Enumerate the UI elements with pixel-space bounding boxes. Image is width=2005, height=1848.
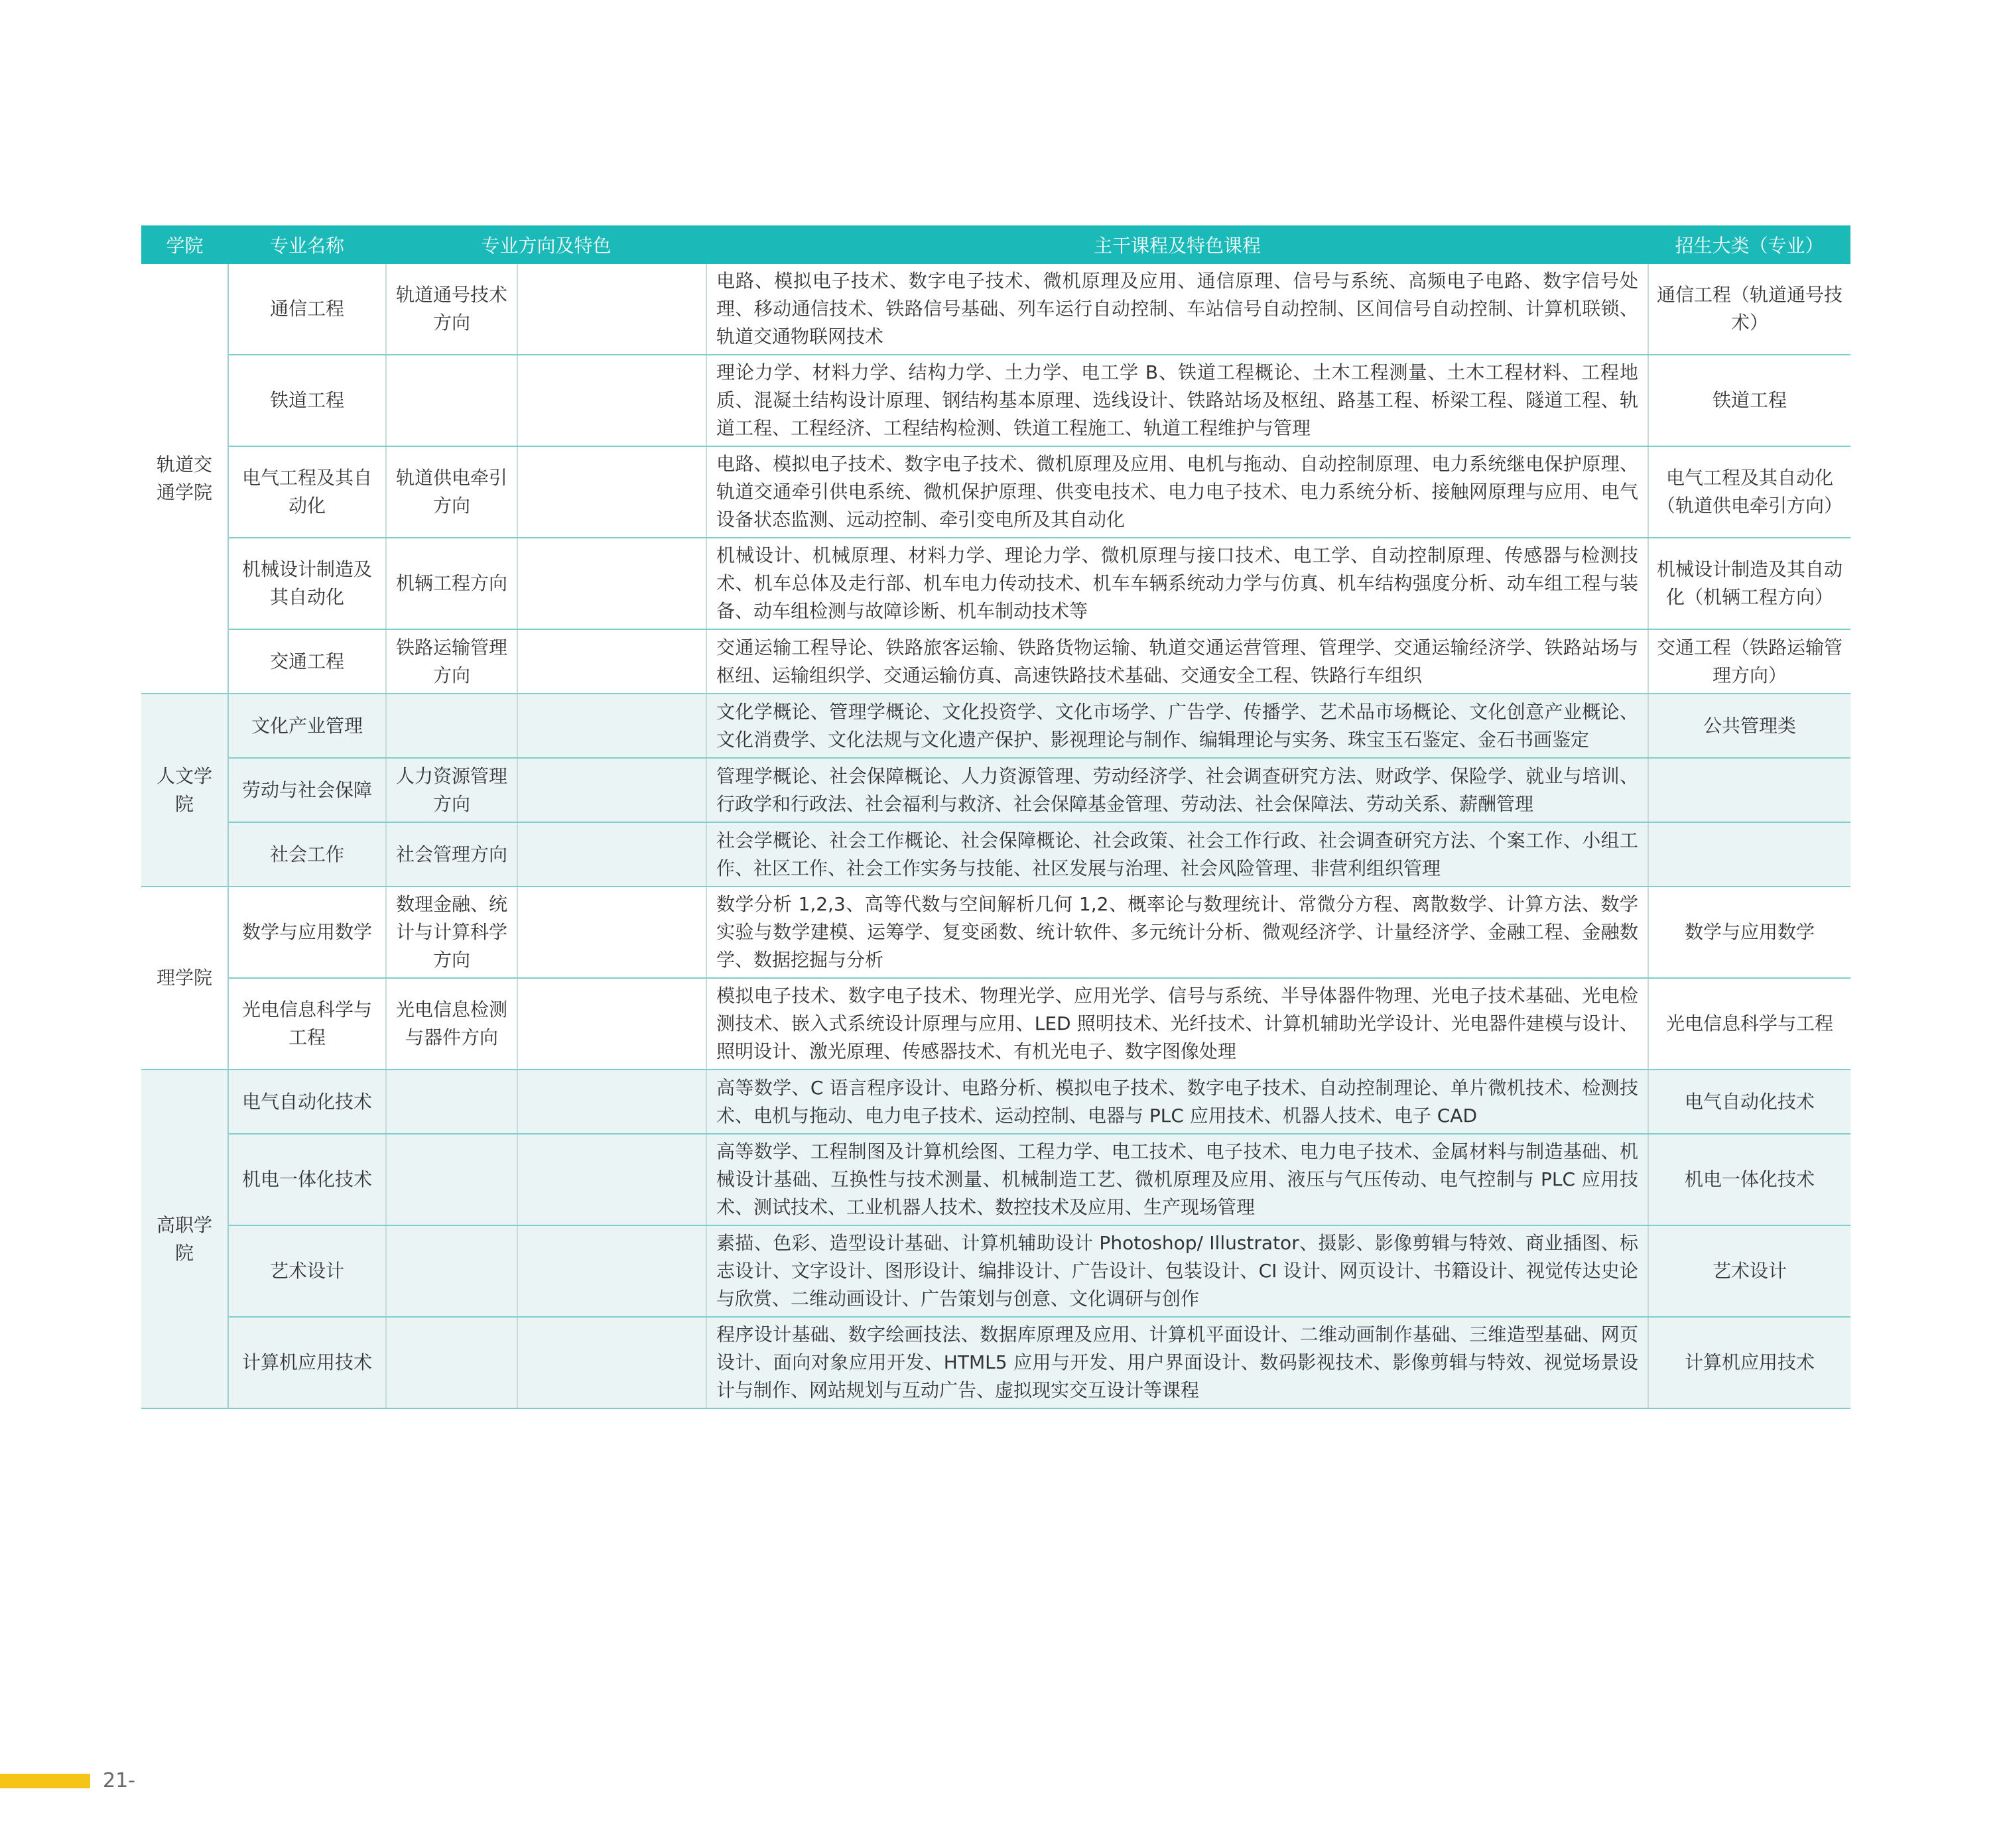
enroll-cell: 公共管理类 [1648, 694, 1850, 758]
enroll-cell [1648, 822, 1850, 887]
direction-cell: 轨道通号技术方向 [386, 264, 517, 355]
enroll-cell: 电气自动化技术 [1648, 1070, 1850, 1134]
enroll-cell: 机电一体化技术 [1648, 1134, 1850, 1225]
table-row [141, 1225, 1850, 1317]
college-cell-humanities [141, 694, 228, 887]
college-cell-rail [141, 264, 228, 694]
major-cell: 铁道工程 [228, 355, 386, 446]
courses-cell: 程序设计基础、数字绘画技法、数据库原理及应用、计算机平面设计、二维动画制作基础、三维造型基础、网页设计、面向对象应用开发、HTML5 应用与开发、用户界面设计、数码影视技术、影像剪辑与特效、视觉场景设计与制作、网站规划与互动广告、虚拟现实交互设计等课程 [706, 1317, 1648, 1408]
blank-cell [517, 1070, 706, 1134]
major-cell: 社会工作 [228, 822, 386, 887]
courses-cell: 高等数学、工程制图及计算机绘图、工程力学、电工技术、电子技术、电力电子技术、金属材料与制造基础、机械设计基础、互换性与技术测量、机械制造工艺、微机原理及应用、液压与气压传动、电气控制与 PLC 应用技术、测试技术、工业机器人技术、数控技术及应用、生产现场管理 [706, 1134, 1648, 1225]
header-major: 专业名称 [228, 225, 386, 264]
major-cell: 劳动与社会保障 [228, 758, 386, 822]
direction-cell [386, 1225, 517, 1317]
table-row [141, 758, 1850, 822]
enroll-cell: 光电信息科学与工程 [1648, 978, 1850, 1070]
table-row [141, 694, 1850, 758]
enroll-cell: 电气工程及其自动化（轨道供电牵引方向） [1648, 446, 1850, 538]
header-college: 学院 [141, 225, 228, 264]
courses-cell: 模拟电子技术、数字电子技术、物理光学、应用光学、信号与系统、半导体器件物理、光电子技术基础、光电检测技术、嵌入式系统设计原理与应用、LED 照明技术、光纤技术、计算机辅助光学设计、光电器件建模与设计、照明设计、激光原理、传感器技术、有机光电子、数字图像处理 [706, 978, 1648, 1070]
table-header-row [141, 225, 1850, 264]
enroll-cell: 铁道工程 [1648, 355, 1850, 446]
direction-cell: 社会管理方向 [386, 822, 517, 887]
blank-cell [517, 446, 706, 538]
courses-cell: 数学分析 1,2,3、高等代数与空间解析几何 1,2、概率论与数理统计、常微分方程、离散数学、计算方法、数学实验与数学建模、运筹学、复变函数、统计软件、多元统计分析、微观经济学、计量经济学、金融工程、金融数学、数据挖掘与分析 [706, 887, 1648, 978]
major-cell: 光电信息科学与工程 [228, 978, 386, 1070]
major-cell: 电气工程及其自动化 [228, 446, 386, 538]
direction-cell [386, 1070, 517, 1134]
college-name: 理学院 [156, 967, 212, 989]
direction-cell [386, 355, 517, 446]
direction-cell: 人力资源管理方向 [386, 758, 517, 822]
direction-cell [386, 1317, 517, 1408]
major-cell: 机械设计制造及其自动化 [228, 538, 386, 629]
college-name: 高职学院 [156, 1213, 212, 1264]
page-number-accent-bar [0, 1774, 90, 1788]
direction-cell: 光电信息检测与器件方向 [386, 978, 517, 1070]
courses-cell: 素描、色彩、造型设计基础、计算机辅助设计 Photoshop/ Illustrator、摄影、影像剪辑与特效、商业插图、标志设计、文字设计、图形设计、编排设计、广告设计、包装设计、CI 设计、网页设计、书籍设计、视觉传达史论与欣赏、二维动画设计、广告策划与创意、文化调研与创作 [706, 1225, 1648, 1317]
enroll-cell: 艺术设计 [1648, 1225, 1850, 1317]
page-number: 21- [103, 1769, 135, 1792]
table-row [141, 355, 1850, 446]
blank-cell [517, 978, 706, 1070]
direction-cell: 轨道供电牵引方向 [386, 446, 517, 538]
college-cell-vocational [141, 1070, 228, 1408]
blank-cell [517, 1317, 706, 1408]
direction-cell [386, 694, 517, 758]
table-row [141, 978, 1850, 1070]
enroll-cell: 机械设计制造及其自动化（机辆工程方向） [1648, 538, 1850, 629]
major-cell: 交通工程 [228, 629, 386, 694]
major-cell: 文化产业管理 [228, 694, 386, 758]
courses-cell: 高等数学、C 语言程序设计、电路分析、模拟电子技术、数字电子技术、自动控制理论、单片微机技术、检测技术、电机与拖动、电力电子技术、运动控制、电器与 PLC 应用技术、机器人技术、电子 CAD [706, 1070, 1648, 1134]
blank-cell [517, 264, 706, 355]
header-direction: 专业方向及特色 [386, 225, 706, 264]
header-enroll: 招生大类（专业） [1648, 225, 1850, 264]
enroll-cell: 计算机应用技术 [1648, 1317, 1850, 1408]
courses-cell: 社会学概论、社会工作概论、社会保障概论、社会政策、社会工作行政、社会调查研究方法、个案工作、小组工作、社区工作、社会工作实务与技能、社区发展与治理、社会风险管理、非营利组织管理 [706, 822, 1648, 887]
table-row [141, 446, 1850, 538]
table-row [141, 1070, 1850, 1134]
table-row [141, 264, 1850, 355]
college-name: 人文学院 [156, 765, 212, 815]
major-cell: 计算机应用技术 [228, 1317, 386, 1408]
blank-cell [517, 822, 706, 887]
enroll-cell [1648, 758, 1850, 822]
courses-cell: 交通运输工程导论、铁路旅客运输、铁路货物运输、轨道交通运营管理、管理学、交通运输经济学、铁路站场与枢纽、运输组织学、交通运输仿真、高速铁路技术基础、交通安全工程、铁路行车组织 [706, 629, 1648, 694]
blank-cell [517, 355, 706, 446]
majors-table [141, 225, 1850, 1409]
courses-cell: 机械设计、机械原理、材料力学、理论力学、微机原理与接口技术、电工学、自动控制原理、传感器与检测技术、机车总体及走行部、机车电力传动技术、机车车辆系统动力学与仿真、机车结构强度分析、动车组工程与装备、动车组检测与故障诊断、机车制动技术等 [706, 538, 1648, 629]
major-cell: 通信工程 [228, 264, 386, 355]
direction-cell: 机辆工程方向 [386, 538, 517, 629]
major-cell: 电气自动化技术 [228, 1070, 386, 1134]
major-cell: 机电一体化技术 [228, 1134, 386, 1225]
enroll-cell: 交通工程（铁路运输管理方向） [1648, 629, 1850, 694]
courses-cell: 电路、模拟电子技术、数字电子技术、微机原理及应用、通信原理、信号与系统、高频电子电路、数字信号处理、移动通信技术、铁路信号基础、列车运行自动控制、车站信号自动控制、区间信号自动控制、计算机联锁、轨道交通物联网技术 [706, 264, 1648, 355]
courses-cell: 管理学概论、社会保障概论、人力资源管理、劳动经济学、社会调查研究方法、财政学、保险学、就业与培训、行政学和行政法、社会福利与救济、社会保障基金管理、劳动法、社会保障法、劳动关系、薪酬管理 [706, 758, 1648, 822]
enroll-cell: 数学与应用数学 [1648, 887, 1850, 978]
major-cell: 艺术设计 [228, 1225, 386, 1317]
table-row [141, 1134, 1850, 1225]
header-courses: 主干课程及特色课程 [706, 225, 1648, 264]
blank-cell [517, 629, 706, 694]
blank-cell [517, 887, 706, 978]
table-row [141, 887, 1850, 978]
courses-cell: 电路、模拟电子技术、数字电子技术、微机原理及应用、电机与拖动、自动控制原理、电力系统继电保护原理、轨道交通牵引供电系统、微机保护原理、供变电技术、电力电子技术、电力系统分析、接触网原理与应用、电气设备状态监测、远动控制、牵引变电所及其自动化 [706, 446, 1648, 538]
courses-cell: 理论力学、材料力学、结构力学、土力学、电工学 B、铁道工程概论、土木工程测量、土木工程材料、工程地质、混凝土结构设计原理、钢结构基本原理、选线设计、铁路站场及枢纽、路基工程、桥梁工程、隧道工程、轨道工程、工程经济、工程结构检测、铁道工程施工、轨道工程维护与管理 [706, 355, 1648, 446]
blank-cell [517, 694, 706, 758]
table-row [141, 538, 1850, 629]
blank-cell [517, 538, 706, 629]
table-row [141, 822, 1850, 887]
blank-cell [517, 1225, 706, 1317]
enroll-cell: 通信工程（轨道通号技术） [1648, 264, 1850, 355]
direction-cell [386, 1134, 517, 1225]
courses-cell: 文化学概论、管理学概论、文化投资学、文化市场学、广告学、传播学、艺术品市场概论、文化创意产业概论、文化消费学、文化法规与文化遗产保护、影视理论与制作、编辑理论与实务、珠宝玉石鉴定、金石书画鉴定 [706, 694, 1648, 758]
direction-cell: 数理金融、统计与计算科学方向 [386, 887, 517, 978]
direction-cell: 铁路运输管理方向 [386, 629, 517, 694]
table-row [141, 629, 1850, 694]
college-name: 轨道交通学院 [156, 453, 212, 503]
table-row [141, 1317, 1850, 1408]
blank-cell [517, 1134, 706, 1225]
major-cell: 数学与应用数学 [228, 887, 386, 978]
college-cell-science [141, 887, 228, 1070]
blank-cell [517, 758, 706, 822]
